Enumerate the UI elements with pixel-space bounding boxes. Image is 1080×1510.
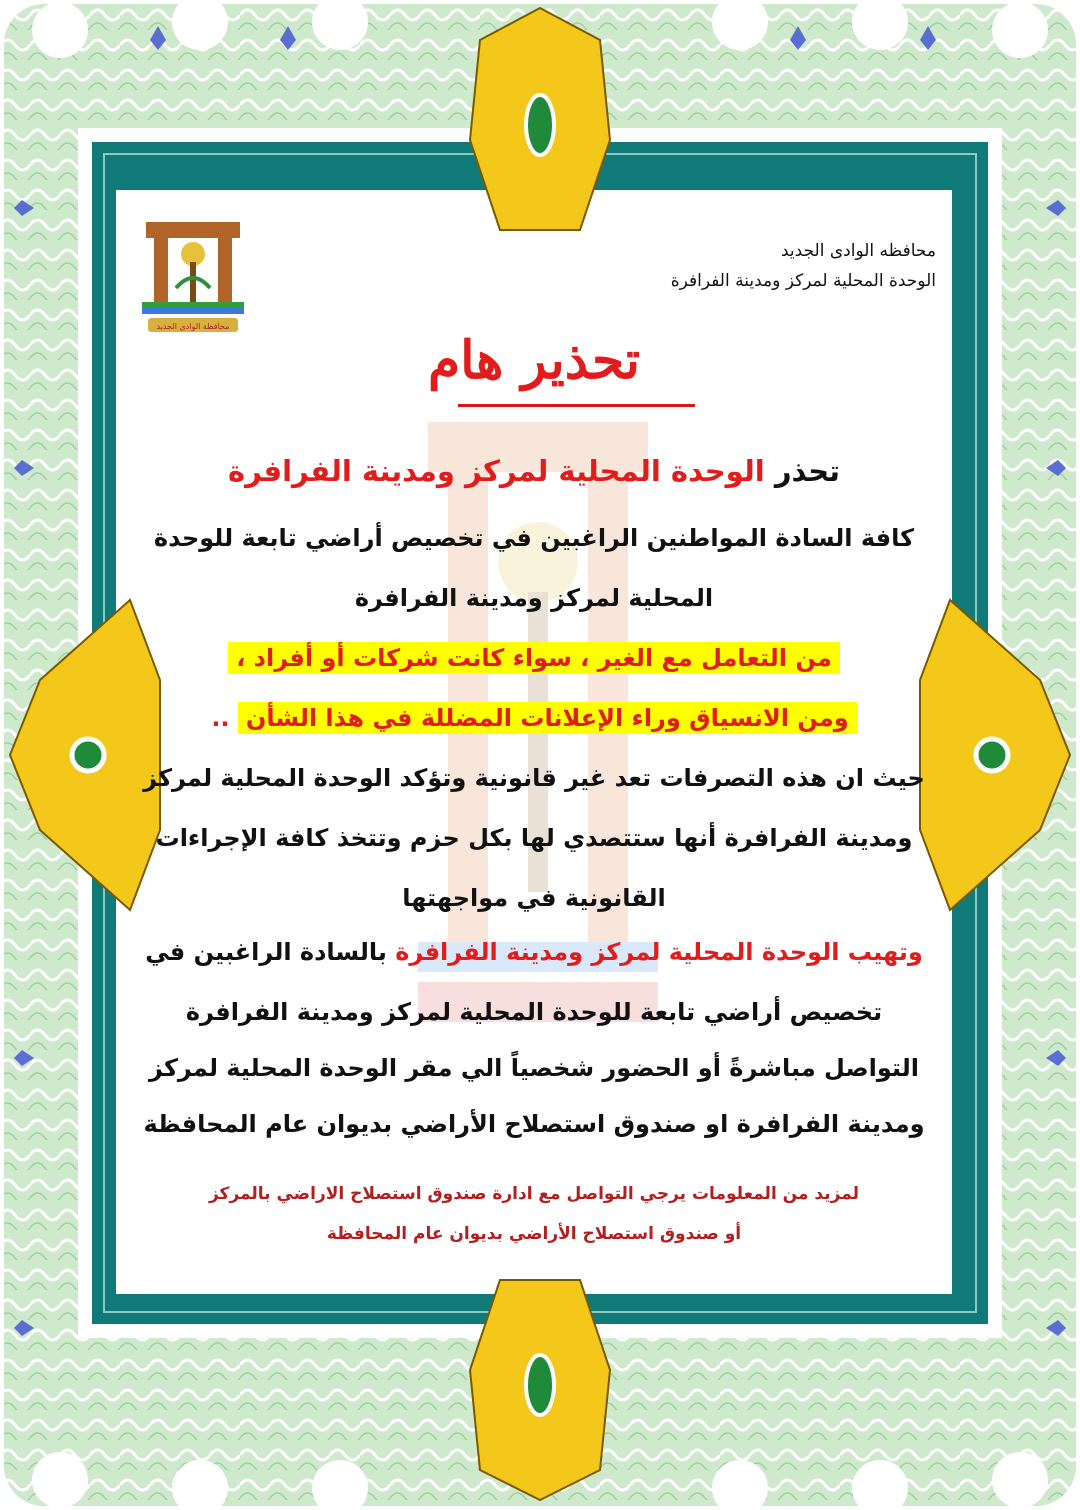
body-1: حيث ان هذه التصرفات تعد غير قانونية وتؤكد الوحدة المحلية لمركز bbox=[143, 764, 925, 792]
line-3: المحلية لمركز ومدينة الفرافرة bbox=[354, 584, 714, 612]
emblem-caption: محافظة الوادي الجديد bbox=[156, 322, 230, 331]
body-2: ومدينة الفرافرة أنها ستتصدي لها بكل حزم وتتخذ كافة الإجراءات bbox=[155, 824, 913, 852]
issuer-header bbox=[671, 236, 936, 296]
title-underline bbox=[458, 404, 695, 407]
appeal-3: التواصل مباشرةً أو الحضور شخصياً الي مقر الوحدة المحلية لمركز bbox=[149, 1054, 919, 1082]
intro-prefix: تحذر bbox=[774, 454, 841, 488]
appeal-4: ومدينة الفرافرة او صندوق استصلاح الأراضي بديوان عام المحافظة bbox=[143, 1110, 925, 1138]
governorate-name: محافظه الوادى الجديد bbox=[781, 241, 936, 261]
appeal-highlight: الوحدة المحلية لمركز ومدينة الفرافرة bbox=[395, 938, 840, 966]
local-unit-name: الوحدة المحلية لمركز ومدينة الفرافرة bbox=[670, 271, 936, 291]
appeal-2: تخصيص أراضي تابعة للوحدة المحلية لمركز ومدينة الفرافرة bbox=[185, 998, 883, 1026]
warning-2-tail: .. bbox=[211, 704, 230, 732]
warning-1 bbox=[118, 644, 950, 672]
warning-2 bbox=[118, 704, 950, 732]
governorate-emblem-icon bbox=[140, 218, 246, 336]
appeal-prefix: وتهيب bbox=[847, 938, 923, 966]
footer-2: أو صندوق استصلاح الأراضي بديوان عام المحافظة bbox=[326, 1224, 742, 1244]
appeal-1 bbox=[118, 938, 950, 966]
intro-highlight: الوحدة المحلية لمركز ومدينة الفرافرة bbox=[227, 454, 765, 488]
body-3: القانونية في مواجهتها bbox=[402, 884, 666, 912]
footer-1: لمزيد من المعلومات يرجي التواصل مع ادارة صندوق استصلاح الاراضي بالمركز bbox=[208, 1184, 859, 1204]
intro-line bbox=[118, 454, 950, 488]
warning-1-text: من التعامل مع الغير ، سواء كانت شركات أو أفراد ، bbox=[228, 642, 840, 674]
notice-page bbox=[118, 192, 950, 1292]
appeal-suffix: بالسادة الراغبين في bbox=[145, 938, 387, 966]
notice-title: تحذير هام bbox=[427, 330, 641, 391]
line-2: كافة السادة المواطنين الراغبين في تخصيص أراضي تابعة للوحدة bbox=[153, 524, 915, 552]
warning-2-text: ومن الانسياق وراء الإعلانات المضللة في هذا الشأن bbox=[238, 702, 857, 734]
